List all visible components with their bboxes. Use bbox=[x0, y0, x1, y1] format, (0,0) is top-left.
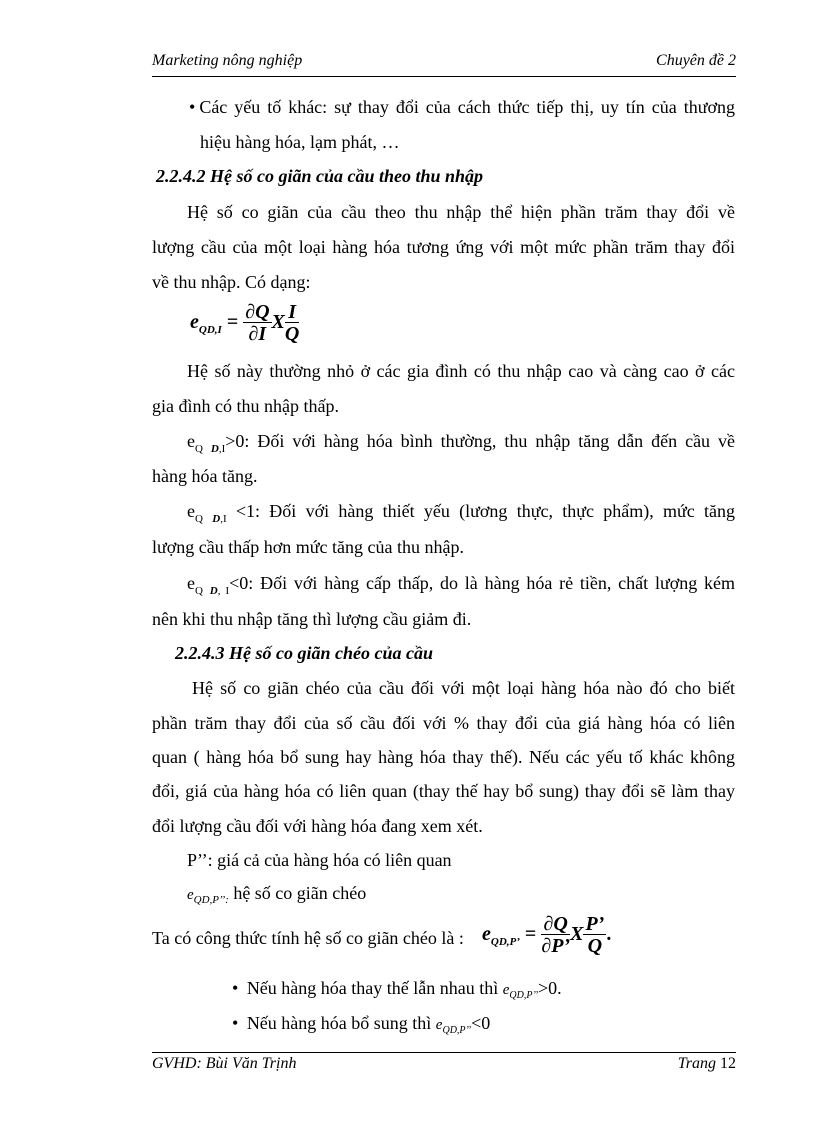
header-left: Marketing nông nghiệp bbox=[152, 52, 303, 69]
header-right: Chuyên đề 2 bbox=[656, 52, 736, 69]
case-necessity-good: $e_Q$ $_{D,I}$ <1: Đối với hàng thiết yếu (lương thực, thực phẩm), mức tăng bbox=[187, 501, 736, 525]
cross-formula-intro: Ta có công thức tính hệ số co giãn chéo là : bbox=[152, 928, 464, 948]
case-normal-good: $e_Q$ $_{D,I}$>0: Đối với hàng hóa bình thường, thu nhập tăng dẫn đến cầu về bbox=[187, 431, 735, 455]
para-2243-line2: phần trăm thay đổi của số cầu đối với % thay đổi của giá hàng hóa có liên bbox=[152, 713, 735, 733]
para-2243-line3: quan ( hàng hóa bổ sung hay hàng hóa thay thế). Nếu các yếu tố khác không bbox=[152, 747, 735, 767]
para-2242-2-line2: gia đình có thu nhập thấp. bbox=[152, 396, 339, 416]
para-2242-line1: Hệ số co giãn của cầu theo thu nhập thể hiện phần trăm thay đổi về bbox=[187, 202, 735, 222]
case-necessity-good-cont: lượng cầu thấp hơn mức tăng của thu nhập. bbox=[152, 537, 464, 557]
footer-right: Trang 12 bbox=[677, 1055, 736, 1072]
para-2243-line5: đổi lượng cầu đối với hàng hóa đang xem xét. bbox=[152, 816, 483, 836]
bullet-other-factors: • Các yếu tố khác: sự thay đổi của cách thức tiếp thị, uy tín của thương bbox=[189, 97, 735, 117]
case-normal-good-cont: hàng hóa tăng. bbox=[152, 466, 258, 486]
page-header bbox=[152, 52, 736, 77]
case-inferior-good-cont: nên khi thu nhập tăng thì lượng cầu giảm đi. bbox=[152, 609, 472, 629]
heading-2242: 2.2.4.2 Hệ số co giãn của cầu theo thu nhập bbox=[156, 166, 484, 186]
definition-cross-elasticity: $e_{QD,P’’:}$ hệ số co giãn chéo bbox=[187, 883, 367, 906]
para-2243-line4: đổi, giá của hàng hóa có liên quan (thay thế hay bổ sung) thay đổi sẽ làm thay bbox=[152, 781, 735, 801]
bullet-other-factors-cont: hiệu hàng hóa, lạm phát, … bbox=[200, 132, 400, 152]
bullet-complements: • Nếu hàng hóa bổ sung thì $e_{QD,P’’}<0$ bbox=[232, 1013, 490, 1041]
para-2242-line2: lượng cầu của một loại hàng hóa tương ứng với một mức phần trăm thay đổi bbox=[152, 237, 735, 257]
case-inferior-good: $e_Q$ $_{D, I}$<0: Đối với hàng cấp thấp, do là hàng hóa rẻ tiền, chất lượng kém bbox=[187, 573, 735, 597]
cross-elasticity-formula: $e_{QD,P’}$ = $\frac{\partial Q}{\partial P’}$ X $\frac{P’}{Q}$ . bbox=[482, 913, 612, 957]
para-2243-line1: Hệ số co giãn chéo của cầu đối với một loại hàng hóa nào đó cho biết bbox=[192, 678, 735, 698]
bullet-substitutes: • Nếu hàng hóa thay thế lẫn nhau thì $e_{QD,P’’}>0$. bbox=[232, 978, 562, 1006]
definition-p-related: P’’: giá cả của hàng hóa có liên quan bbox=[187, 850, 452, 870]
income-elasticity-formula: $e_{QD,I}$ = $\frac{\partial Q}{\partial I}$ X $\frac{I}{Q}$ bbox=[190, 301, 300, 345]
para-2242-2-line1: Hệ số này thường nhỏ ở các gia đình có thu nhập cao và càng cao ở các bbox=[187, 361, 735, 381]
page-number: 12 bbox=[720, 1055, 736, 1072]
page-footer bbox=[152, 1052, 736, 1079]
footer-left: GVHD: Bùi Văn Trịnh bbox=[152, 1055, 297, 1072]
heading-2243: 2.2.4.3 Hệ số co giãn chéo của cầu bbox=[175, 643, 433, 663]
para-2242-line3: về thu nhập. Có dạng: bbox=[152, 272, 311, 292]
